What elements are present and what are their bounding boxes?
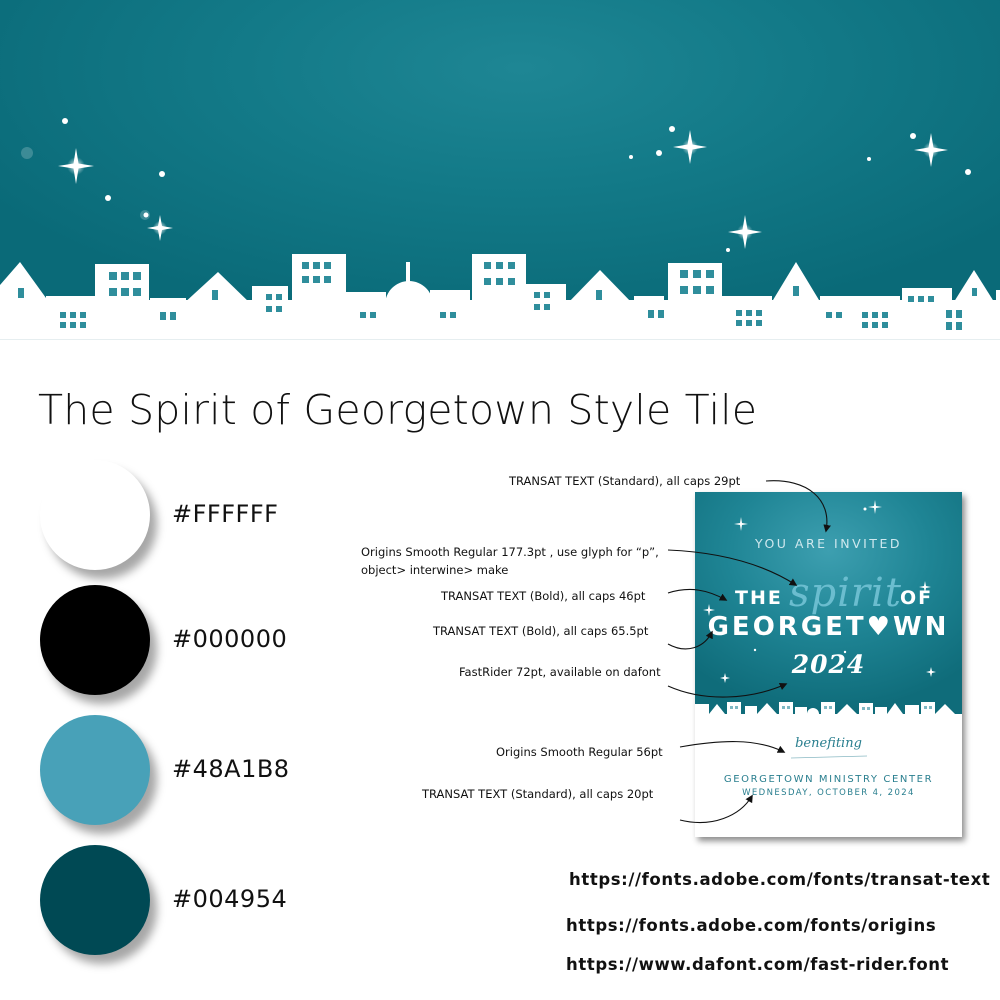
card-benefiting-script: benefiting [795, 736, 862, 751]
note-georgetown-font: TRANSAT TEXT (Bold), all caps 65.5pt [433, 624, 649, 638]
swatch-dark-teal-label: #004954 [172, 885, 288, 913]
arrow-benefiting [680, 742, 784, 752]
note-spirit-font-line2: object> interwine> make [361, 563, 509, 577]
note-the-of-font: TRANSAT TEXT (Bold), all caps 46pt [441, 589, 646, 603]
card-year: 2024 [791, 650, 866, 679]
arrow-spirit [668, 550, 796, 585]
note-benefiting-font: Origins Smooth Regular 56pt [496, 745, 663, 759]
note-invited-font: TRANSAT TEXT (Standard), all caps 29pt [509, 474, 741, 488]
swatch-white-label: #FFFFFF [172, 500, 279, 528]
note-details-font: TRANSAT TEXT (Standard), all caps 20pt [422, 787, 654, 801]
page-title: The Spirit of Georgetown Style Tile [38, 386, 758, 434]
card-ministry-center: GEORGETOWN MINISTRY CENTER [723, 774, 934, 785]
arrow-year [668, 684, 786, 697]
arrow-invited [766, 481, 827, 531]
card-of-text: OF [900, 587, 934, 609]
arrow-georgetown [668, 632, 712, 649]
card-invited-text: YOU ARE INVITED [755, 536, 902, 551]
swatch-black-label: #000000 [172, 625, 288, 653]
card-georgetown-heading: GEORGET♥WN [707, 612, 950, 642]
arrow-the-of [668, 589, 726, 600]
link-origins-font[interactable]: https://fonts.adobe.com/fonts/origins [566, 916, 937, 935]
link-transat-text-font[interactable]: https://fonts.adobe.com/fonts/transat-text [569, 870, 991, 889]
card-spirit-script: spirit [789, 570, 902, 616]
note-year-font: FastRider 72pt, available on dafont [459, 665, 661, 679]
card-event-date: WEDNESDAY, OCTOBER 4, 2024 [742, 788, 915, 798]
note-spirit-font-line1: Origins Smooth Regular 177.3pt , use glyph for “p”, [361, 545, 659, 559]
link-fast-rider-font[interactable]: https://www.dafont.com/fast-rider.font [566, 955, 950, 974]
arrow-details [680, 796, 752, 823]
swatch-light-teal-label: #48A1B8 [172, 755, 290, 783]
card-the-text: THE [735, 587, 783, 609]
